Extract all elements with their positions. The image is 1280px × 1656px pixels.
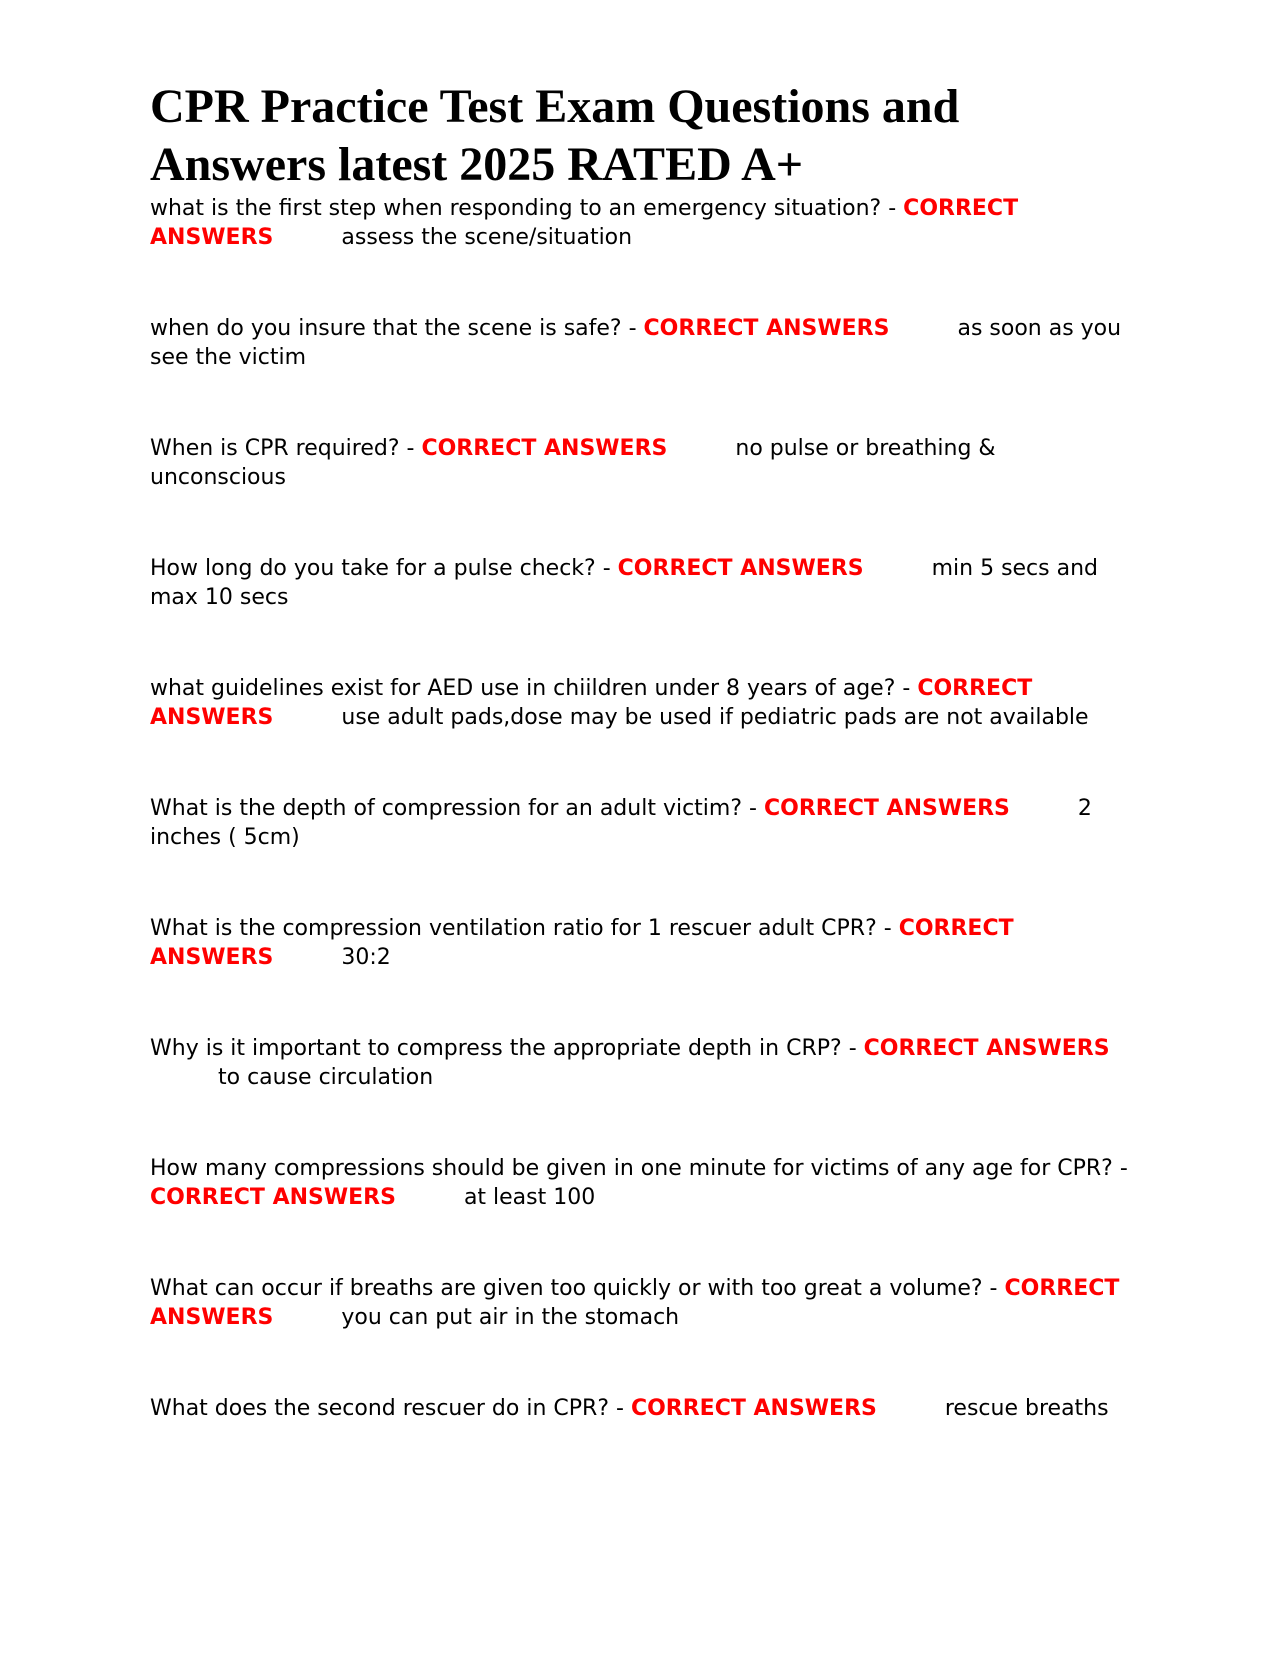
answer-text: to cause circulation xyxy=(218,1065,434,1090)
qa-item xyxy=(150,914,1130,972)
qa-item xyxy=(150,314,1130,372)
qa-item xyxy=(150,674,1130,732)
answer-text: as soon as you see the victim xyxy=(150,316,1122,370)
correct-answers-marker: CORRECT ANSWERS xyxy=(150,916,1014,970)
separator: - xyxy=(595,556,618,581)
correct-answers-marker: CORRECT ANSWERS xyxy=(150,196,1019,250)
question-text: when do you insure that the scene is safe? xyxy=(150,316,622,341)
separator: - xyxy=(609,1396,631,1421)
question-text: What can occur if breaths are given too quickly or with too great a volume? xyxy=(150,1276,983,1301)
qa-item xyxy=(150,1034,1130,1092)
separator: - xyxy=(982,1276,1005,1301)
correct-answers-marker: CORRECT ANSWERS xyxy=(150,676,1033,730)
question-text: When is CPR required? xyxy=(150,436,400,461)
qa-list xyxy=(150,194,1130,1423)
document-title: CPR Practice Test Exam Questions and Answers latest 2025 RATED A+ xyxy=(150,80,960,191)
answer-text: no pulse or breathing & unconscious xyxy=(150,436,996,490)
qa-item xyxy=(150,194,1130,252)
separator: - xyxy=(1112,1156,1128,1181)
question-text: How long do you take for a pulse check? xyxy=(150,556,596,581)
qa-item xyxy=(150,1154,1130,1212)
answer-text: at least 100 xyxy=(463,1185,596,1210)
question-text: what is the first step when responding to an emergency situation? xyxy=(150,196,882,221)
answer-text: assess the scene/situation xyxy=(341,225,633,250)
correct-answers-marker: CORRECT ANSWERS xyxy=(763,796,1010,821)
separator: - xyxy=(876,916,899,941)
qa-item xyxy=(150,434,1130,492)
correct-answers-marker: CORRECT ANSWERS xyxy=(150,1185,396,1210)
qa-item xyxy=(150,794,1130,852)
separator: - xyxy=(881,196,904,221)
document-content xyxy=(150,78,1130,1485)
answer-text: min 5 secs and max 10 secs xyxy=(150,556,1099,610)
answer-text: rescue breaths xyxy=(944,1396,1109,1421)
question-text: What does the second rescuer do in CPR? xyxy=(150,1396,609,1421)
correct-answers-marker: CORRECT ANSWERS xyxy=(617,556,864,581)
question-text: what guidelines exist for AED use in chiildren under 8 years of age? xyxy=(150,676,896,701)
qa-item xyxy=(150,1394,1130,1423)
question-text: What is the depth of compression for an adult victim? xyxy=(150,796,743,821)
answer-text: 2 inches ( 5cm) xyxy=(150,796,1092,850)
question-text: How many compressions should be given in one minute for victims of any age for CPR? xyxy=(150,1156,1113,1181)
qa-item xyxy=(150,1274,1130,1332)
question-text: Why is it important to compress the appropriate depth in CRP? xyxy=(150,1036,842,1061)
separator: - xyxy=(621,316,644,341)
separator: - xyxy=(742,796,764,821)
separator: - xyxy=(399,436,422,461)
answer-text: you can put air in the stomach xyxy=(341,1305,680,1330)
answer-text: 30:2 xyxy=(341,945,391,970)
question-text: What is the compression ventilation ratio for 1 rescuer adult CPR? xyxy=(150,916,877,941)
correct-answers-marker: CORRECT ANSWERS xyxy=(150,1276,1120,1330)
correct-answers-marker: CORRECT ANSWERS xyxy=(863,1036,1110,1061)
correct-answers-marker: CORRECT ANSWERS xyxy=(421,436,668,461)
correct-answers-marker: CORRECT ANSWERS xyxy=(643,316,890,341)
separator: - xyxy=(841,1036,864,1061)
correct-answers-marker: CORRECT ANSWERS xyxy=(630,1396,877,1421)
answer-text: use adult pads,dose may be used if pediatric pads are not available xyxy=(341,705,1089,730)
qa-item xyxy=(150,554,1130,612)
separator: - xyxy=(895,676,918,701)
